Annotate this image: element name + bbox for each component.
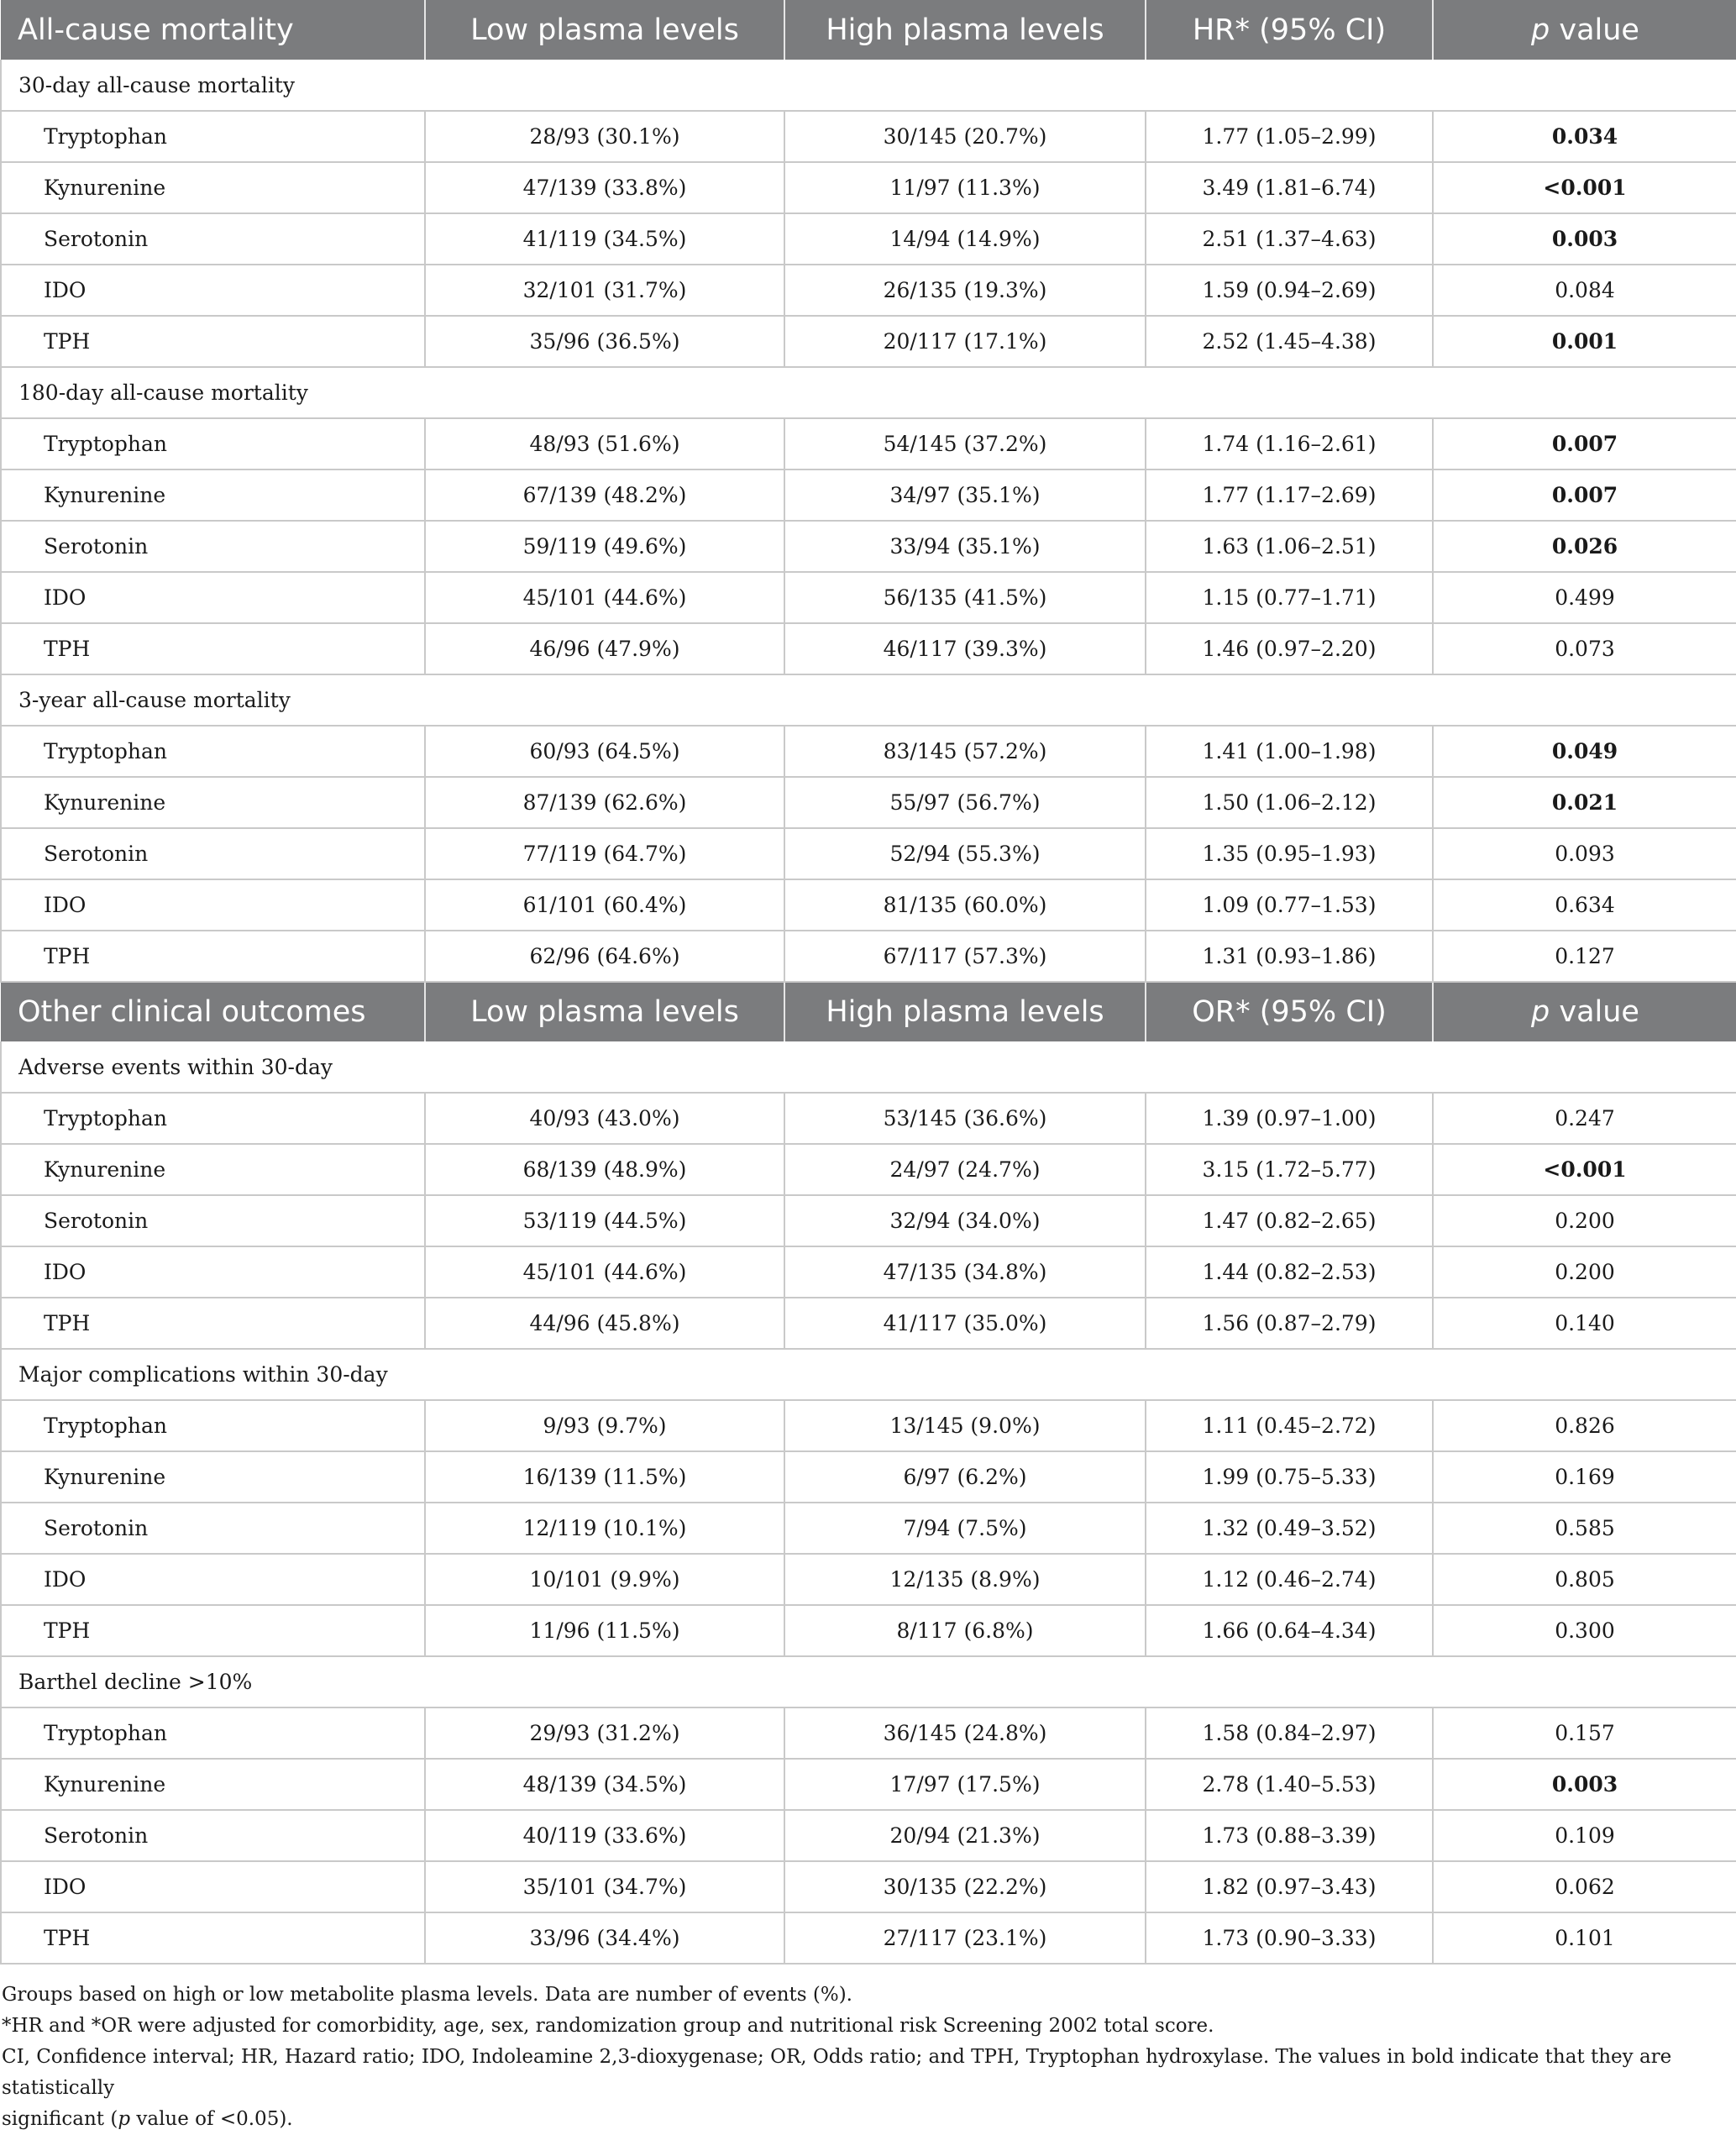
metabolite-name: TPH (1, 931, 425, 982)
high-plasma-events: 14/94 (14.9%) (784, 213, 1146, 265)
table-row (1, 1195, 1736, 1246)
low-plasma-events: 12/119 (10.1%) (425, 1503, 784, 1554)
header-high-plasma: High plasma levels (784, 0, 1146, 60)
high-plasma-events: 20/117 (17.1%) (784, 316, 1146, 367)
ratio-ci-value: 1.58 (0.84–2.97) (1146, 1707, 1433, 1759)
ratio-ci-value: 1.35 (0.95–1.93) (1146, 828, 1433, 879)
p-value: 0.585 (1433, 1503, 1736, 1554)
metabolite-name: TPH (1, 316, 425, 367)
high-plasma-events: 81/135 (60.0%) (784, 879, 1146, 931)
low-plasma-events: 44/96 (45.8%) (425, 1298, 784, 1349)
high-plasma-events: 34/97 (35.1%) (784, 469, 1146, 521)
section-row (1, 1349, 1736, 1400)
low-plasma-events: 48/93 (51.6%) (425, 418, 784, 469)
ratio-ci-value: 1.12 (0.46–2.74) (1146, 1554, 1433, 1605)
table-row (1, 726, 1736, 777)
low-plasma-events: 32/101 (31.7%) (425, 265, 784, 316)
table-row (1, 1912, 1736, 1964)
p-value: 0.109 (1433, 1810, 1736, 1861)
metabolite-name: Kynurenine (1, 162, 425, 213)
table-row (1, 265, 1736, 316)
header-p-rest: value (1550, 13, 1639, 47)
ratio-ci-value: 1.59 (0.94–2.69) (1146, 265, 1433, 316)
metabolite-name: TPH (1, 1912, 425, 1964)
high-plasma-events: 17/97 (17.5%) (784, 1759, 1146, 1810)
section-row (1, 674, 1736, 726)
p-value: <0.001 (1433, 162, 1736, 213)
p-value: 0.826 (1433, 1400, 1736, 1451)
table-row (1, 777, 1736, 828)
table-row (1, 879, 1736, 931)
p-value: 0.049 (1433, 726, 1736, 777)
p-value: 0.300 (1433, 1605, 1736, 1656)
ratio-ci-value: 2.78 (1.40–5.53) (1146, 1759, 1433, 1810)
high-plasma-events: 67/117 (57.3%) (784, 931, 1146, 982)
high-plasma-events: 6/97 (6.2%) (784, 1451, 1146, 1503)
ratio-ci-value: 1.77 (1.05–2.99) (1146, 111, 1433, 162)
ratio-ci-value: 1.56 (0.87–2.79) (1146, 1298, 1433, 1349)
table-row (1, 521, 1736, 572)
p-value: 0.034 (1433, 111, 1736, 162)
high-plasma-events: 30/145 (20.7%) (784, 111, 1146, 162)
section-row (1, 1656, 1736, 1707)
p-value: 0.200 (1433, 1246, 1736, 1298)
table-row (1, 1503, 1736, 1554)
table-row (1, 623, 1736, 674)
metabolite-name: Serotonin (1, 1503, 425, 1554)
low-plasma-events: 77/119 (64.7%) (425, 828, 784, 879)
table-row (1, 1298, 1736, 1349)
high-plasma-events: 26/135 (19.3%) (784, 265, 1146, 316)
high-plasma-events: 46/117 (39.3%) (784, 623, 1146, 674)
ratio-ci-value: 1.39 (0.97–1.00) (1146, 1093, 1433, 1144)
metabolite-name: IDO (1, 1861, 425, 1912)
low-plasma-events: 61/101 (60.4%) (425, 879, 784, 931)
p-value: 0.021 (1433, 777, 1736, 828)
high-plasma-events: 12/135 (8.9%) (784, 1554, 1146, 1605)
metabolite-name: Kynurenine (1, 1144, 425, 1195)
low-plasma-events: 48/139 (34.5%) (425, 1759, 784, 1810)
section-label: 180-day all-cause mortality (1, 367, 1736, 418)
metabolite-name: Tryptophan (1, 1707, 425, 1759)
header-low-plasma: Low plasma levels (425, 0, 784, 60)
low-plasma-events: 45/101 (44.6%) (425, 572, 784, 623)
low-plasma-events: 87/139 (62.6%) (425, 777, 784, 828)
table-header-row (1, 0, 1736, 60)
p-value: 0.003 (1433, 1759, 1736, 1810)
metabolite-name: Serotonin (1, 1810, 425, 1861)
low-plasma-events: 28/93 (30.1%) (425, 111, 784, 162)
p-value: 0.127 (1433, 931, 1736, 982)
footnote-adjustment: *HR and *OR were adjusted for comorbidity, age, sex, randomization group and nutritional risk Screening 2002 total score. (2, 2015, 1214, 2037)
high-plasma-events: 7/94 (7.5%) (784, 1503, 1146, 1554)
p-value: 0.007 (1433, 418, 1736, 469)
low-plasma-events: 60/93 (64.5%) (425, 726, 784, 777)
header-ratio-ci: OR* (95% CI) (1146, 982, 1433, 1041)
p-value: 0.247 (1433, 1093, 1736, 1144)
footnote-abbreviations: CI, Confidence interval; HR, Hazard ratio; IDO, Indoleamine 2,3-dioxygenase; OR, Odds ratio; and TPH, Tryptophan hydroxylase. The values in bold indicate that they are statistically (2, 2046, 1672, 2099)
header-p-italic: p (1531, 13, 1550, 47)
metabolite-name: Kynurenine (1, 777, 425, 828)
ratio-ci-value: 2.51 (1.37–4.63) (1146, 213, 1433, 265)
metabolite-name: Serotonin (1, 828, 425, 879)
p-value: 0.499 (1433, 572, 1736, 623)
low-plasma-events: 40/119 (33.6%) (425, 1810, 784, 1861)
ratio-ci-value: 1.32 (0.49–3.52) (1146, 1503, 1433, 1554)
high-plasma-events: 8/117 (6.8%) (784, 1605, 1146, 1656)
table-row (1, 162, 1736, 213)
table-row (1, 1707, 1736, 1759)
table-row (1, 1246, 1736, 1298)
high-plasma-events: 53/145 (36.6%) (784, 1093, 1146, 1144)
header-low-plasma: Low plasma levels (425, 982, 784, 1041)
table-footnotes (0, 1980, 1736, 2135)
section-label: Adverse events within 30-day (1, 1041, 1736, 1093)
low-plasma-events: 45/101 (44.6%) (425, 1246, 784, 1298)
ratio-ci-value: 1.77 (1.17–2.69) (1146, 469, 1433, 521)
metabolite-name: Tryptophan (1, 111, 425, 162)
p-value: 0.169 (1433, 1451, 1736, 1503)
table-row (1, 1554, 1736, 1605)
table-row (1, 111, 1736, 162)
metabolite-name: Serotonin (1, 521, 425, 572)
low-plasma-events: 67/139 (48.2%) (425, 469, 784, 521)
ratio-ci-value: 1.11 (0.45–2.72) (1146, 1400, 1433, 1451)
footnote-significance: significant (p value of <0.05). (2, 2108, 293, 2130)
high-plasma-events: 47/135 (34.8%) (784, 1246, 1146, 1298)
table-row (1, 1810, 1736, 1861)
table-row (1, 1861, 1736, 1912)
high-plasma-events: 52/94 (55.3%) (784, 828, 1146, 879)
high-plasma-events: 54/145 (37.2%) (784, 418, 1146, 469)
p-value: 0.026 (1433, 521, 1736, 572)
low-plasma-events: 29/93 (31.2%) (425, 1707, 784, 1759)
p-value: 0.634 (1433, 879, 1736, 931)
ratio-ci-value: 1.46 (0.97–2.20) (1146, 623, 1433, 674)
low-plasma-events: 35/96 (36.5%) (425, 316, 784, 367)
metabolite-name: Tryptophan (1, 1093, 425, 1144)
ratio-ci-value: 1.41 (1.00–1.98) (1146, 726, 1433, 777)
ratio-ci-value: 1.66 (0.64–4.34) (1146, 1605, 1433, 1656)
table-row (1, 828, 1736, 879)
table-row (1, 1093, 1736, 1144)
p-value: 0.003 (1433, 213, 1736, 265)
low-plasma-events: 9/93 (9.7%) (425, 1400, 784, 1451)
header-p-italic: p (1531, 995, 1550, 1029)
metabolite-name: IDO (1, 1246, 425, 1298)
low-plasma-events: 59/119 (49.6%) (425, 521, 784, 572)
table-row (1, 316, 1736, 367)
low-plasma-events: 46/96 (47.9%) (425, 623, 784, 674)
metabolite-name: Kynurenine (1, 1759, 425, 1810)
high-plasma-events: 33/94 (35.1%) (784, 521, 1146, 572)
low-plasma-events: 16/139 (11.5%) (425, 1451, 784, 1503)
section-label: Barthel decline >10% (1, 1656, 1736, 1707)
high-plasma-events: 24/97 (24.7%) (784, 1144, 1146, 1195)
section-row (1, 60, 1736, 111)
ratio-ci-value: 1.73 (0.90–3.33) (1146, 1912, 1433, 1964)
metabolite-name: IDO (1, 879, 425, 931)
header-ratio-ci: HR* (95% CI) (1146, 0, 1433, 60)
high-plasma-events: 41/117 (35.0%) (784, 1298, 1146, 1349)
table-row (1, 931, 1736, 982)
table-row (1, 572, 1736, 623)
metabolite-name: TPH (1, 1298, 425, 1349)
p-value: 0.062 (1433, 1861, 1736, 1912)
metabolite-name: Tryptophan (1, 418, 425, 469)
p-value: 0.073 (1433, 623, 1736, 674)
metabolite-name: Kynurenine (1, 1451, 425, 1503)
metabolite-name: TPH (1, 623, 425, 674)
p-value: 0.140 (1433, 1298, 1736, 1349)
metabolite-name: IDO (1, 265, 425, 316)
table-header-row (1, 982, 1736, 1041)
p-value: 0.805 (1433, 1554, 1736, 1605)
section-label: Major complications within 30-day (1, 1349, 1736, 1400)
ratio-ci-value: 1.82 (0.97–3.43) (1146, 1861, 1433, 1912)
table-row (1, 418, 1736, 469)
metabolite-name: IDO (1, 1554, 425, 1605)
section-label: 3-year all-cause mortality (1, 674, 1736, 726)
p-value: 0.093 (1433, 828, 1736, 879)
p-value: <0.001 (1433, 1144, 1736, 1195)
ratio-ci-value: 1.09 (0.77–1.53) (1146, 879, 1433, 931)
high-plasma-events: 11/97 (11.3%) (784, 162, 1146, 213)
table-row (1, 213, 1736, 265)
header-high-plasma: High plasma levels (784, 982, 1146, 1041)
table-row (1, 1451, 1736, 1503)
low-plasma-events: 68/139 (48.9%) (425, 1144, 784, 1195)
low-plasma-events: 11/96 (11.5%) (425, 1605, 784, 1656)
ratio-ci-value: 1.15 (0.77–1.71) (1146, 572, 1433, 623)
ratio-ci-value: 3.15 (1.72–5.77) (1146, 1144, 1433, 1195)
high-plasma-events: 27/117 (23.1%) (784, 1912, 1146, 1964)
header-p-rest: value (1550, 995, 1639, 1029)
header-title: Other clinical outcomes (1, 982, 425, 1041)
high-plasma-events: 36/145 (24.8%) (784, 1707, 1146, 1759)
table-row (1, 1605, 1736, 1656)
high-plasma-events: 20/94 (21.3%) (784, 1810, 1146, 1861)
p-value: 0.007 (1433, 469, 1736, 521)
table-row (1, 1759, 1736, 1810)
ratio-ci-value: 1.99 (0.75–5.33) (1146, 1451, 1433, 1503)
high-plasma-events: 56/135 (41.5%) (784, 572, 1146, 623)
low-plasma-events: 40/93 (43.0%) (425, 1093, 784, 1144)
ratio-ci-value: 1.47 (0.82–2.65) (1146, 1195, 1433, 1246)
p-value: 0.101 (1433, 1912, 1736, 1964)
metabolite-name: Serotonin (1, 1195, 425, 1246)
table-row (1, 469, 1736, 521)
low-plasma-events: 35/101 (34.7%) (425, 1861, 784, 1912)
p-value: 0.157 (1433, 1707, 1736, 1759)
header-p-value (1433, 982, 1736, 1041)
p-value: 0.084 (1433, 265, 1736, 316)
low-plasma-events: 53/119 (44.5%) (425, 1195, 784, 1246)
metabolite-name: Tryptophan (1, 1400, 425, 1451)
low-plasma-events: 47/139 (33.8%) (425, 162, 784, 213)
section-row (1, 367, 1736, 418)
ratio-ci-value: 1.73 (0.88–3.39) (1146, 1810, 1433, 1861)
ratio-ci-value: 1.74 (1.16–2.61) (1146, 418, 1433, 469)
low-plasma-events: 33/96 (34.4%) (425, 1912, 784, 1964)
high-plasma-events: 55/97 (56.7%) (784, 777, 1146, 828)
metabolite-name: Serotonin (1, 213, 425, 265)
low-plasma-events: 41/119 (34.5%) (425, 213, 784, 265)
ratio-ci-value: 3.49 (1.81–6.74) (1146, 162, 1433, 213)
high-plasma-events: 83/145 (57.2%) (784, 726, 1146, 777)
footnote-groups: Groups based on high or low metabolite plasma levels. Data are number of events (%). (2, 1984, 852, 2006)
ratio-ci-value: 1.44 (0.82–2.53) (1146, 1246, 1433, 1298)
ratio-ci-value: 1.63 (1.06–2.51) (1146, 521, 1433, 572)
metabolite-name: Kynurenine (1, 469, 425, 521)
ratio-ci-value: 1.31 (0.93–1.86) (1146, 931, 1433, 982)
high-plasma-events: 30/135 (22.2%) (784, 1861, 1146, 1912)
ratio-ci-value: 2.52 (1.45–4.38) (1146, 316, 1433, 367)
low-plasma-events: 62/96 (64.6%) (425, 931, 784, 982)
table-row (1, 1144, 1736, 1195)
p-value: 0.200 (1433, 1195, 1736, 1246)
header-title: All-cause mortality (1, 0, 425, 60)
metabolite-name: IDO (1, 572, 425, 623)
section-label: 30-day all-cause mortality (1, 60, 1736, 111)
table-row (1, 1400, 1736, 1451)
high-plasma-events: 13/145 (9.0%) (784, 1400, 1146, 1451)
ratio-ci-value: 1.50 (1.06–2.12) (1146, 777, 1433, 828)
high-plasma-events: 32/94 (34.0%) (784, 1195, 1146, 1246)
p-value: 0.001 (1433, 316, 1736, 367)
header-p-value (1433, 0, 1736, 60)
metabolite-name: Tryptophan (1, 726, 425, 777)
section-row (1, 1041, 1736, 1093)
low-plasma-events: 10/101 (9.9%) (425, 1554, 784, 1605)
metabolite-name: TPH (1, 1605, 425, 1656)
